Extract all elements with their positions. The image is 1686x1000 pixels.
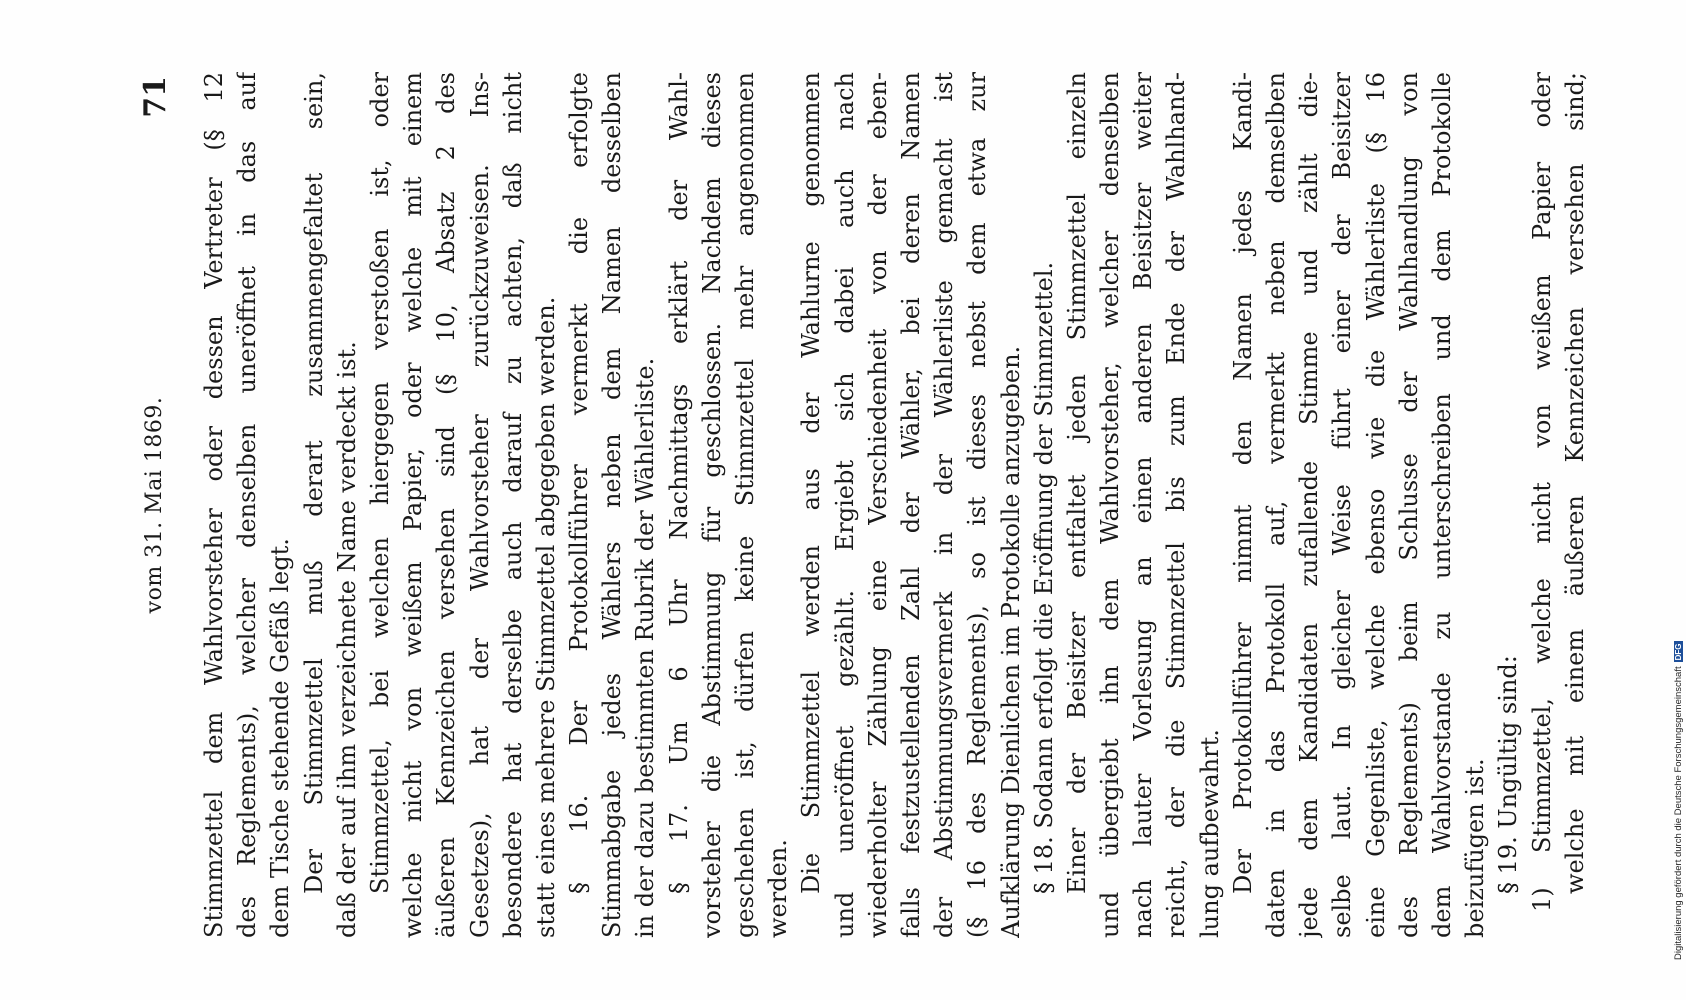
text-line: Gesetzes), hat der Wahlvorsteher zurückzuweisen. Ins- bbox=[465, 72, 494, 938]
text-line: welche mit einem äußeren Kennzeichen versehen sind; bbox=[1560, 72, 1589, 894]
page-number: 71 bbox=[138, 76, 173, 118]
text-line: eine Gegenliste, welche ebenso wie die Wählerliste (§ 16 bbox=[1361, 72, 1390, 938]
text-line: jede dem Kandidaten zufallende Stimme und zählt die- bbox=[1295, 72, 1324, 938]
text-line: des Reglements), welcher denselben uneröffnet in das auf bbox=[233, 72, 262, 938]
text-line: werden. bbox=[764, 839, 793, 938]
body-text bbox=[198, 72, 1592, 938]
text-line: des Reglements) beim Schlusse der Wahlhandlung von bbox=[1394, 72, 1423, 938]
text-line: in der dazu bestimmten Rubrik der Wählerliste. bbox=[631, 357, 660, 938]
text-line: Die Stimmzettel werden aus der Wahlurne genommen bbox=[797, 72, 826, 894]
text-line: § 18. Sodann erfolgt die Eröffnung der Stimmzettel. bbox=[1029, 261, 1058, 894]
text-line: § 17. Um 6 Uhr Nachmittags erklärt der Wahl- bbox=[664, 72, 693, 894]
credit-text: Digitalisierung gefördert durch die Deutsche Forschungsgemeinschaft bbox=[1673, 666, 1684, 960]
dfg-logo: DFG bbox=[1673, 643, 1683, 661]
text-line: und übergiebt ihn dem Wahlvorsteher, welcher denselben bbox=[1096, 72, 1125, 938]
text-line: daß der auf ihm verzeichnete Name verdeckt ist. bbox=[332, 341, 361, 938]
running-title: vom 31. Mai 1869. bbox=[142, 396, 167, 614]
rotated-page-content bbox=[136, 72, 1589, 938]
text-line: Der Protokollführer nimmt den Namen jedes Kandi- bbox=[1228, 72, 1257, 894]
text-line: äußeren Kennzeichen versehen sind (§ 10, Absatz 2 des bbox=[432, 72, 461, 938]
text-line: daten in das Protokoll auf, vermerkt neben demselben bbox=[1262, 72, 1290, 938]
text-line: § 16. Der Protokollführer vermerkt die erfolgte bbox=[565, 72, 594, 894]
text-line: beizufügen ist. bbox=[1461, 758, 1490, 938]
text-line: falls festzustellenden Zahl der Wähler, bei deren Namen bbox=[896, 72, 925, 938]
text-line: vorsteher die Abstimmung für geschlossen. Nachdem dieses bbox=[697, 72, 726, 938]
text-line: lung aufbewahrt. bbox=[1195, 729, 1224, 938]
text-line: Stimmzettel dem Wahlvorsteher oder dessen Vertreter (§ 12 bbox=[200, 72, 228, 938]
text-line: Aufklärung Dienlichen im Protokolle anzugeben. bbox=[996, 345, 1025, 938]
text-line: (§ 16 des Reglements), so ist dieses nebst dem etwa zur bbox=[963, 72, 992, 938]
page-header bbox=[138, 72, 186, 938]
text-line: reicht, der die Stimmzettel bis zum Ende der Wahlhand- bbox=[1162, 72, 1191, 938]
text-line: geschehen ist, dürfen keine Stimmzettel mehr angenommen bbox=[731, 72, 759, 938]
text-line: der Abstimmungsvermerk in der Wählerliste gemacht ist bbox=[930, 72, 959, 938]
text-line: und uneröffnet gezählt. Ergiebt sich dabei auch nach bbox=[830, 72, 859, 938]
text-line: Einer der Beisitzer entfaltet jeden Stimmzettel einzeln bbox=[1062, 72, 1091, 894]
text-line: Der Stimmzettel muß derart zusammengefaltet sein, bbox=[299, 72, 328, 894]
text-line: 1) Stimmzettel, welche nicht von weißem Papier oder bbox=[1527, 72, 1556, 912]
text-line: wiederholter Zählung eine Verschiedenheit von der eben- bbox=[863, 72, 892, 938]
text-line: Stimmzettel, bei welchen hiergegen verstoßen ist, oder bbox=[365, 72, 394, 894]
text-line: selbe laut. In gleicher Weise führt einer der Beisitzer bbox=[1328, 72, 1357, 938]
text-line: nach lauter Vorlesung an einen anderen Beisitzer weiter bbox=[1129, 72, 1158, 938]
text-line: § 19. Ungültig sind: bbox=[1494, 655, 1523, 894]
text-line: besondere hat derselbe auch darauf zu achten, daß nicht bbox=[498, 72, 527, 938]
text-line: welche nicht von weißem Papier, oder welche mit einem bbox=[399, 72, 428, 938]
text-line: dem Tische stehende Gefäß legt. bbox=[266, 538, 295, 938]
text-line: dem Wahlvorstande zu unterschreiben und dem Protokolle bbox=[1427, 72, 1456, 938]
digitization-credit bbox=[1673, 642, 1684, 961]
text-line: statt eines mehrere Stimmzettel abgegeben werden. bbox=[531, 296, 560, 938]
text-line: Stimmabgabe jedes Wählers neben dem Namen desselben bbox=[598, 72, 627, 938]
